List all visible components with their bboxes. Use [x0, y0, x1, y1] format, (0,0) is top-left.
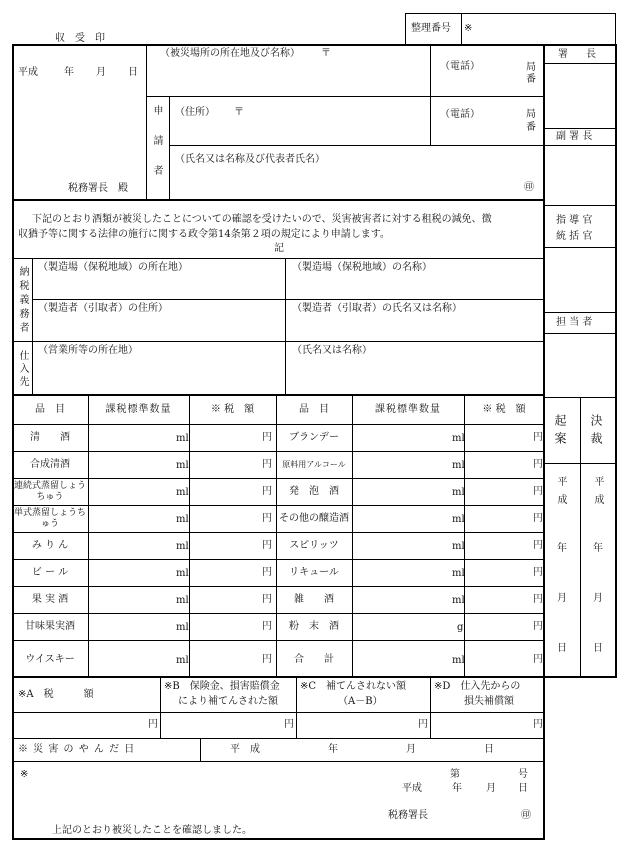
confirm-go: 号 [518, 769, 528, 780]
deputy-label: 副 署 長 [556, 131, 593, 142]
amount-d-field[interactable]: 円 [533, 719, 543, 730]
right-qty-unit[interactable]: ml [452, 568, 465, 579]
address-label[interactable]: （住所） [175, 107, 215, 118]
left-qty-unit[interactable]: ml [176, 541, 189, 552]
receipt-stamp-label: 収 受 印 [55, 33, 105, 44]
left-qty-unit[interactable]: ml [176, 487, 189, 498]
right-qty-unit-g[interactable]: g [457, 622, 464, 633]
left-qty-unit[interactable]: ml [176, 568, 189, 579]
postal-mark: 〒 [321, 48, 331, 59]
left-tax-unit[interactable]: 円 [262, 486, 272, 497]
right-item: ブランデー [289, 432, 339, 443]
right-item: スピリッツ [289, 540, 339, 551]
confirm-mark: ※ [20, 769, 29, 780]
amount-b-label-2: により補てんされた額 [178, 696, 278, 707]
right-tax-unit[interactable]: 円 [533, 540, 543, 551]
approve-day: 日 [593, 643, 603, 654]
supplier-label: 仕入先 [17, 350, 28, 389]
draft-era: 平成 [555, 476, 566, 512]
right-tax-unit[interactable]: 円 [533, 513, 543, 524]
left-item: ウイスキー [25, 654, 75, 665]
maker-addr-label[interactable]: （製造者（引取者）の住所） [38, 303, 168, 314]
disaster-month[interactable]: 月 [406, 744, 416, 755]
approve-month: 月 [593, 593, 603, 604]
applicant-label: 申請者 [151, 105, 162, 195]
draft-label: 起案 [553, 414, 567, 450]
left-item: 合成清酒 [30, 459, 70, 470]
confirm-dai: 第 [450, 769, 460, 780]
draft-year: 年 [557, 543, 567, 554]
factory-addr-label[interactable]: （製造場（保税地域）の所在地） [38, 262, 188, 273]
amount-c-field[interactable]: 円 [418, 719, 428, 730]
date-era: 平成 [18, 67, 38, 78]
confirm-year[interactable]: 年 [452, 783, 462, 794]
confirm-text: 上記のとおり被災したことを確認しました。 [52, 825, 252, 836]
left-item: み り ん [31, 540, 69, 551]
staff-label: 担 当 者 [556, 317, 593, 328]
guidance-label: 指 導 官 [556, 215, 593, 226]
supplier-name-label[interactable]: （氏名又は名称） [292, 345, 372, 356]
left-item: 甘味果実酒 [25, 621, 75, 632]
right-qty-unit[interactable]: ml [452, 460, 465, 471]
left-item: 清 酒 [30, 432, 70, 443]
right-qty-unit[interactable]: ml [452, 433, 465, 444]
left-tax-unit[interactable]: 円 [262, 621, 272, 632]
right-item-total: 合 計 [294, 654, 334, 665]
left-tax-unit[interactable]: 円 [262, 432, 272, 443]
ref-no-field[interactable]: ※ [464, 23, 473, 34]
disaster-day[interactable]: 日 [484, 744, 494, 755]
amount-b-field[interactable]: 円 [284, 719, 294, 730]
approve-era: 平成 [592, 476, 603, 512]
supplier-addr-label[interactable]: （営業所等の所在地） [38, 345, 138, 356]
factory-name-label[interactable]: （製造場（保税地域）の名称） [292, 262, 432, 273]
amount-d-label-1: ※D 仕入先からの [434, 681, 521, 692]
left-tax-unit[interactable]: 円 [262, 654, 272, 665]
right-tax-unit[interactable]: 円 [533, 594, 543, 605]
right-qty-unit[interactable]: ml [452, 541, 465, 552]
right-tax-unit[interactable]: 円 [533, 432, 543, 443]
amount-c-label-2: （A－B） [338, 696, 383, 707]
supervisor-label: 統 括 官 [556, 231, 593, 242]
amount-a-field[interactable]: 円 [148, 719, 158, 730]
right-item: 原料用アルコール [282, 460, 346, 469]
right-qty-unit[interactable]: ml [452, 487, 465, 498]
right-tax-unit[interactable]: 円 [533, 486, 543, 497]
amount-d-label-2: 損失補償額 [464, 696, 514, 707]
amount-b-label-1: ※B 保険金、損害賠償金 [164, 681, 280, 692]
ref-no-label: 整理番号 [411, 23, 451, 34]
left-tax-unit[interactable]: 円 [262, 594, 272, 605]
site-label[interactable]: （被災場所の所在地及び名称） [160, 48, 300, 59]
postal-mark-2: 〒 [234, 107, 244, 118]
draft-day: 日 [557, 643, 567, 654]
left-item: 連続式蒸留しょうちゅう [14, 481, 87, 502]
statement-line-2: 収猶予等に関する法律の施行に関する政令第14条第２項の規定により申請します。 [18, 229, 390, 240]
phone-label-2: （電話） [440, 109, 480, 120]
ban-label: 番 [526, 74, 536, 85]
addressee: 税務署長 殿 [68, 183, 128, 194]
amount-c-label-1: ※C 補てんされない額 [300, 681, 407, 692]
right-tax-unit[interactable]: 円 [533, 654, 543, 665]
col-header-item-right: 品 目 [299, 404, 329, 415]
kyoku-label-2: 局 [526, 109, 536, 120]
right-item: 雑 酒 [294, 594, 334, 605]
kyoku-label: 局 [526, 62, 536, 73]
right-tax-unit[interactable]: 円 [533, 567, 543, 578]
col-header-item-left: 品 目 [35, 404, 65, 415]
left-qty-unit[interactable]: ml [176, 514, 189, 525]
date-year[interactable]: 年 [64, 67, 74, 78]
disaster-end-label: ※ 災 害 の や ん だ 日 [18, 744, 136, 755]
right-qty-unit[interactable]: ml [452, 595, 465, 606]
right-item: 発 泡 酒 [289, 486, 339, 497]
approve-year: 年 [593, 543, 603, 554]
left-item: 果 実 酒 [31, 594, 69, 605]
left-qty-unit[interactable]: ml [176, 433, 189, 444]
taxpayer-label: 納税義務者 [17, 266, 28, 336]
disaster-year[interactable]: 年 [328, 744, 338, 755]
seal-mark: ㊞ [524, 182, 534, 193]
confirm-month[interactable]: 月 [486, 783, 496, 794]
confirm-day[interactable]: 日 [518, 783, 528, 794]
col-header-tax-left: ※ 税 額 [210, 404, 255, 415]
date-day[interactable]: 日 [128, 67, 138, 78]
left-qty-unit[interactable]: ml [176, 595, 189, 606]
right-qty-unit[interactable]: ml [452, 514, 465, 525]
left-tax-unit[interactable]: 円 [262, 513, 272, 524]
ban-label-2: 番 [526, 122, 536, 133]
maker-name-label[interactable]: （製造者（引取者）の氏名又は名称） [292, 303, 462, 314]
col-header-tax-right: ※ 税 額 [482, 404, 526, 415]
confirm-office: 税務署長 [388, 810, 428, 821]
right-item: 粉 末 酒 [289, 621, 339, 632]
left-qty-unit[interactable]: ml [176, 622, 189, 633]
col-header-qty-right: 課税標準数量 [375, 404, 441, 415]
date-month[interactable]: 月 [96, 67, 106, 78]
left-tax-unit[interactable]: 円 [262, 459, 272, 470]
left-tax-unit[interactable]: 円 [262, 540, 272, 551]
col-header-qty-left: 課税標準数量 [105, 404, 172, 415]
left-item: ビ ー ル [31, 567, 69, 578]
amount-a-label: ※A 税 額 [18, 689, 94, 700]
confirm-seal: ㊞ [521, 810, 531, 821]
right-qty-unit[interactable]: ml [452, 655, 465, 666]
confirm-era: 平成 [402, 783, 422, 794]
left-qty-unit[interactable]: ml [176, 460, 189, 471]
right-tax-unit[interactable]: 円 [533, 621, 543, 632]
applicant-name-label[interactable]: （氏名又は名称及び代表者氏名） [175, 154, 325, 165]
statement-ki: 記 [274, 243, 284, 254]
chief-label: 署 長 [558, 49, 600, 60]
draft-month: 月 [557, 593, 567, 604]
left-tax-unit[interactable]: 円 [262, 567, 272, 578]
approve-label: 決裁 [589, 414, 603, 450]
right-tax-unit[interactable]: 円 [533, 459, 543, 470]
left-qty-unit[interactable]: ml [176, 655, 189, 666]
right-item: その他の醸造酒 [279, 513, 349, 524]
phone-label: （電話） [440, 61, 480, 72]
left-item: 単式蒸留しょうちゅう [14, 508, 87, 529]
disaster-era: 平 成 [230, 744, 260, 755]
right-item: リキュール [289, 567, 339, 578]
statement-line-1: 下記のとおり酒類が被災したことについての確認を受けたいので、災害被害者に対する租税の減免、徴 [32, 214, 492, 225]
